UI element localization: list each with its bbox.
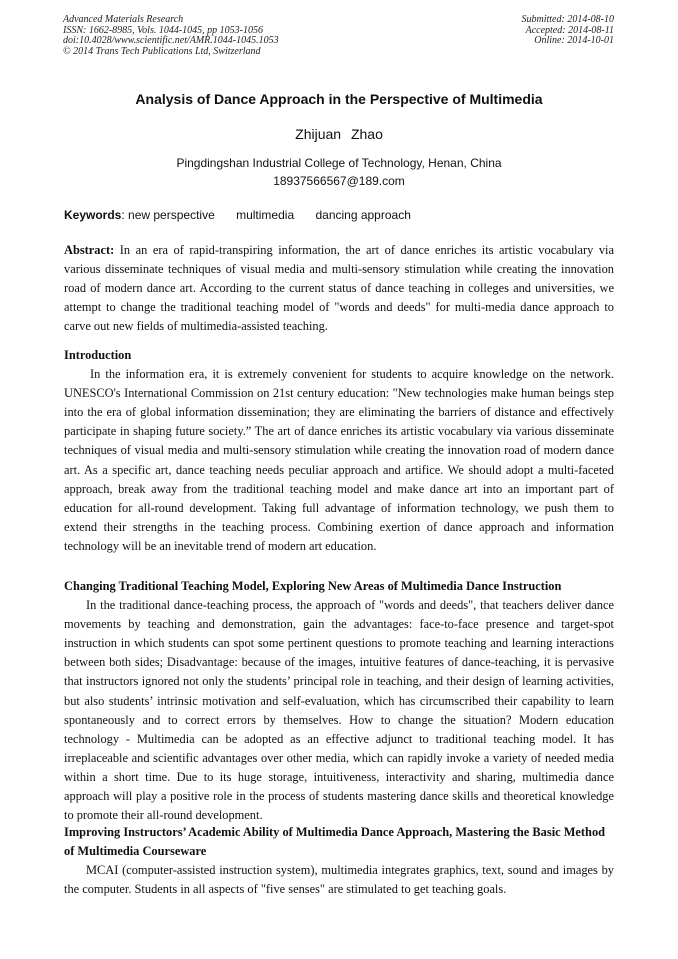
keywords-line: Keywords: new perspective multimedia dancing approach	[64, 208, 411, 222]
journal-name: Advanced Materials Research	[63, 14, 184, 25]
introduction-heading: Introduction	[64, 348, 132, 362]
paper-title: Analysis of Dance Approach in the Perspective of Multimedia	[135, 91, 543, 107]
keyword-item: dancing approach	[315, 208, 411, 222]
introduction-text: In the information era, it is extremely convenient for students to acquire knowledge on the network. UNESCO's International Commission on 21st century education: "New technologies make human beings step into the era of global information dissemination; they are eliminating the barriers of distance and effectively participate in shaping future society.” The art of dance enriches its artistic vocabulary via various disseminate techniques of visual media and multi-sensory stimulation while creating the innovation road of modern dance art. As a specific art, dance teaching needs peculiar approach and artifice. We should adopt a multi-faceted approach, break away from the traditional teaching model and make dance art into an important part of education for all-round development. Taking full advantage of information technology, we push them to extend their strengths in the teaching process. Combining exertion of dance approach and information technology will be an inevitable trend of modern art education.	[64, 367, 614, 553]
keyword-item: new perspective	[128, 208, 215, 222]
affiliation-block	[0, 154, 678, 190]
author-name: Zhijuan Zhao	[295, 126, 383, 142]
publication-dates	[522, 15, 615, 47]
abstract-label: Abstract:	[64, 243, 115, 257]
section-2-text: MCAI (computer-assisted instruction system), multimedia integrates graphics, text, sound and images by the computer. Students in all aspects of "five senses" are stimulated to get teaching goals.	[64, 863, 614, 897]
keywords-label: Keywords	[64, 208, 122, 222]
author-email: 18937566567@189.com	[273, 174, 405, 188]
section-1-heading: Changing Traditional Teaching Model, Exploring New Areas of Multimedia Dance Instruction	[64, 579, 562, 593]
abstract-paragraph	[64, 241, 614, 336]
submitted-date: Submitted: 2014-08-10	[521, 14, 614, 25]
abstract-text: In an era of rapid-transpiring information, the art of dance enriches its artistic vocabulary via various disseminate techniques of visual media and multi-sensory stimulation while creating the innovation road of modern dance art. According to the current status of dance teaching in colleges and universities, we attempt to change the traditional teaching model of "words and deeds" for multi-media dance approach to carve out new fields of multimedia-assisted teaching.	[64, 243, 614, 334]
section-1	[64, 577, 614, 825]
affiliation: Pingdingshan Industrial College of Technology, Henan, China	[176, 156, 502, 170]
section-2-heading: Improving Instructors’ Academic Ability of Multimedia Dance Approach, Mastering the Basic Method of Multimedia Courseware	[64, 825, 606, 859]
keyword-item: multimedia	[236, 208, 295, 222]
journal-issn: ISSN: 1662-8985, Vols. 1044-1045, pp 1053-1056	[63, 24, 263, 36]
journal-copyright: © 2014 Trans Tech Publications Ltd, Switzerland	[63, 45, 261, 57]
journal-doi: doi:10.4028/www.scientific.net/AMR.1044-1045.1053	[63, 35, 279, 46]
section-2	[64, 823, 614, 899]
abstract-section	[64, 241, 614, 336]
journal-info	[63, 15, 279, 57]
section-1-text: In the traditional dance-teaching process, the approach of "words and deeds", that teachers deliver dance movements by teaching and demonstration, gain the advantages: face-to-face presence and target-spot instruction in which students can spot some pertinent questions to promote teaching and learning interactions between both sides; Disadvantage: because of the images, intuitive features of dance-teaching, it is pervasive that instructors ignored not only the students’ principal role in teaching, and their design of learning activities, but also students’ intrinsic motivation and self-evaluation, which has circumscribed their capability to learn spontaneously and to correct errors by themselves. How to change the situation? Modern education technology - Multimedia can be adopted as an effective adjunct to traditional teaching model. It has irreplaceable and scientific advantages over other media, which can rapidly invoke a variety of needed media within a short time. Due to its huge storage, intuitiveness, interactivity and sharing, multimedia dance approach will play a positive role in the process of students mastering dance skills and theoretical knowledge to promote their all-round development.	[64, 598, 614, 823]
introduction-section	[64, 346, 614, 556]
accepted-date: Accepted: 2014-08-11	[525, 24, 614, 36]
online-date: Online: 2014-10-01	[534, 35, 614, 46]
